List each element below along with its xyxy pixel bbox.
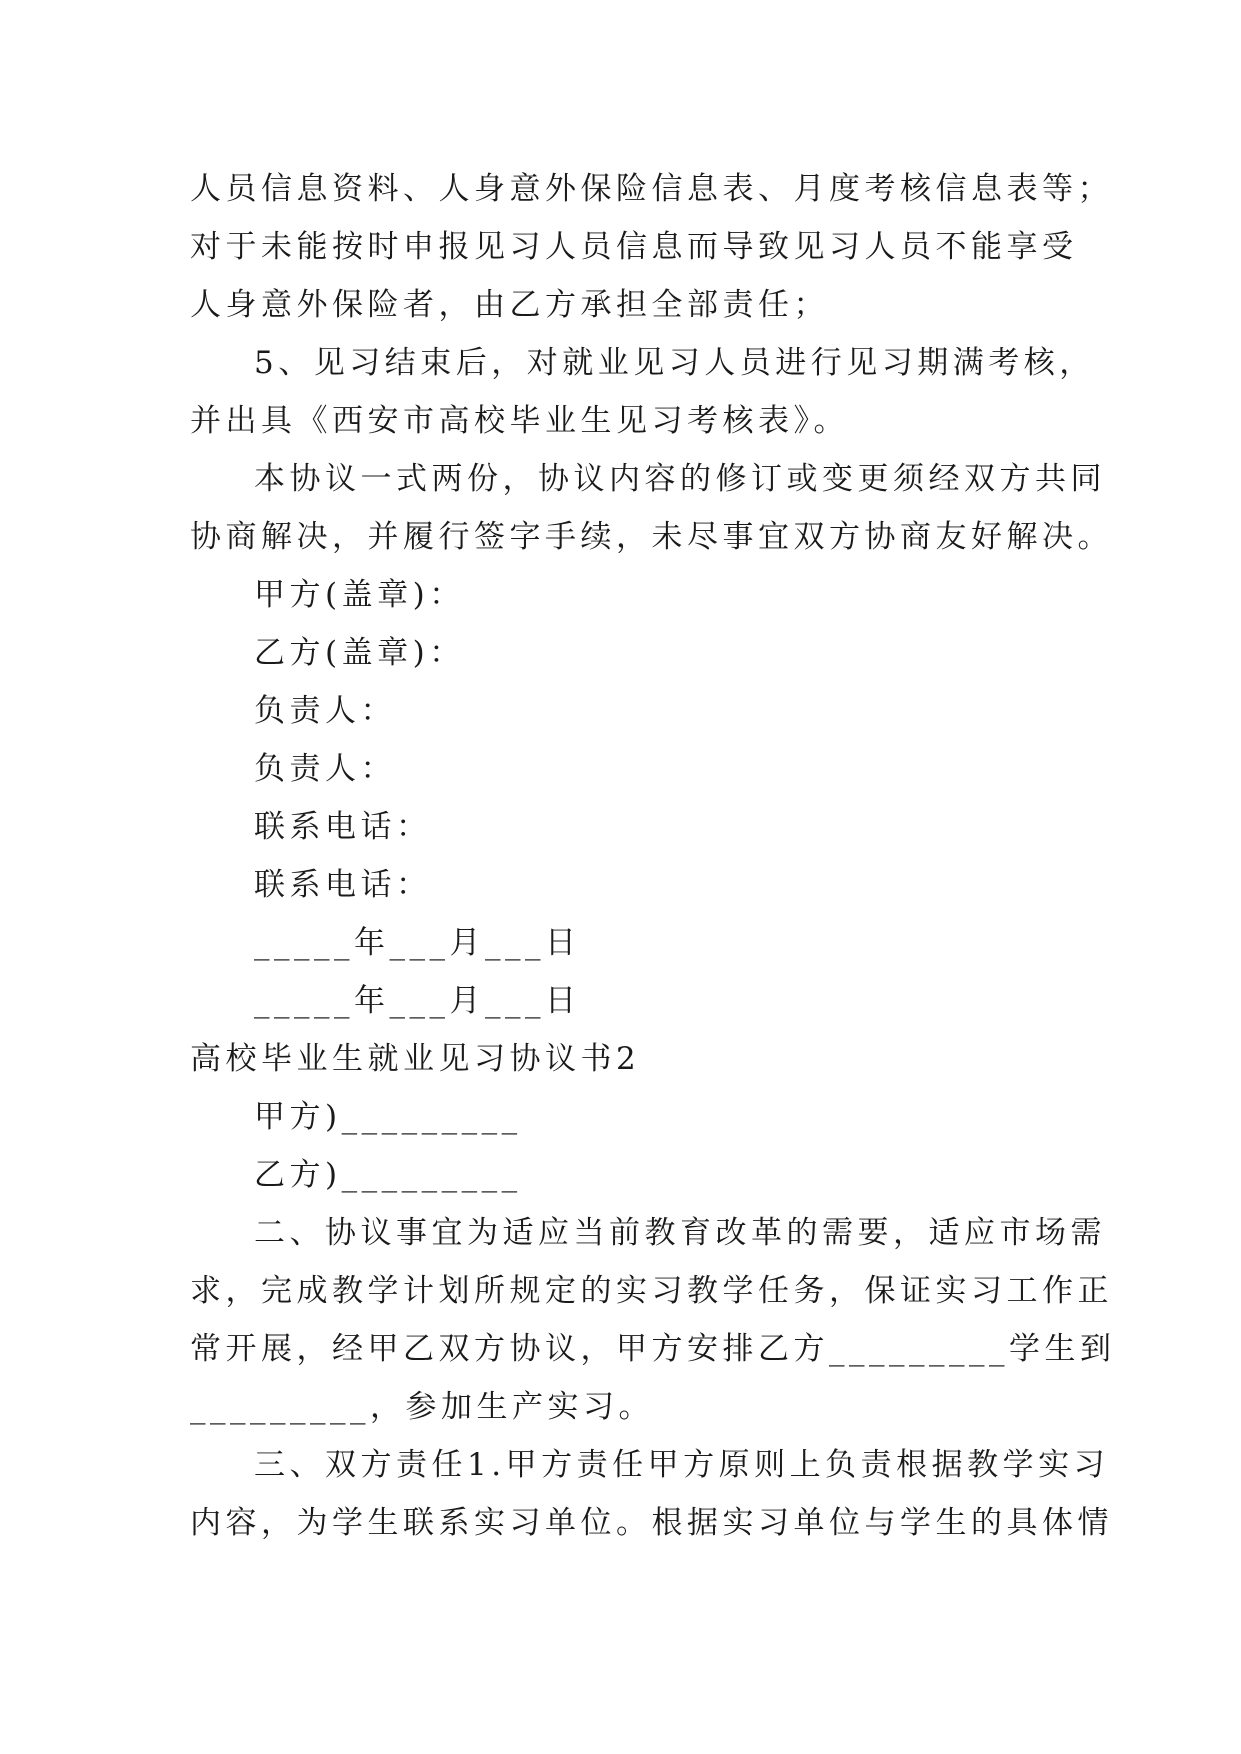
text-line: 人员信息资料、人身意外保险信息表、月度考核信息表等； xyxy=(190,171,1113,207)
text-line: 联系电话： xyxy=(254,867,432,903)
text-line: 并出具《西安市高校毕业生见习考核表》。 xyxy=(190,403,849,439)
text-line: 甲方)_________ xyxy=(254,1099,522,1135)
text-line: 求，完成教学计划所规定的实习教学任务，保证实习工作正 xyxy=(190,1273,1113,1309)
text-line: 联系电话： xyxy=(254,809,432,845)
text-line: 对于未能按时申报见习人员信息而导致见习人员不能享受 xyxy=(190,229,1078,265)
text-line: 常开展，经甲乙双方协议，甲方安排乙方_________学生到 xyxy=(190,1331,1116,1367)
text-line: 乙方(盖章)： xyxy=(254,635,465,671)
text-line: 内容，为学生联系实习单位。根据实习单位与学生的具体情 xyxy=(190,1505,1113,1541)
text-line: 5、见习结束后，对就业见习人员进行见习期满考核， xyxy=(254,345,1095,381)
text-line: _____年___月___日 xyxy=(254,925,581,961)
text-line: 甲方(盖章)： xyxy=(254,577,465,613)
text-line: 三、双方责任1.甲方责任甲方原则上负责根据教学实习 xyxy=(254,1447,1110,1483)
document-body xyxy=(190,160,1116,1552)
text-line: 乙方)_________ xyxy=(254,1157,522,1193)
text-line: 协商解决，并履行签字手续，未尽事宜双方协商友好解决。 xyxy=(190,519,1113,555)
text-line: 本协议一式两份，协议内容的修订或变更须经双方共同 xyxy=(254,461,1106,497)
text-line: 负责人： xyxy=(254,751,396,787)
text-line: 二、协议事宜为适应当前教育改革的需要，适应市场需 xyxy=(254,1215,1106,1251)
text-line: 高校毕业生就业见习协议书2 xyxy=(190,1041,641,1077)
text-line: _____年___月___日 xyxy=(254,983,581,1019)
text-line: 负责人： xyxy=(254,693,396,729)
text-line: 人身意外保险者，由乙方承担全部责任； xyxy=(190,287,829,323)
text-line: _________，参加生产实习。 xyxy=(190,1389,654,1425)
